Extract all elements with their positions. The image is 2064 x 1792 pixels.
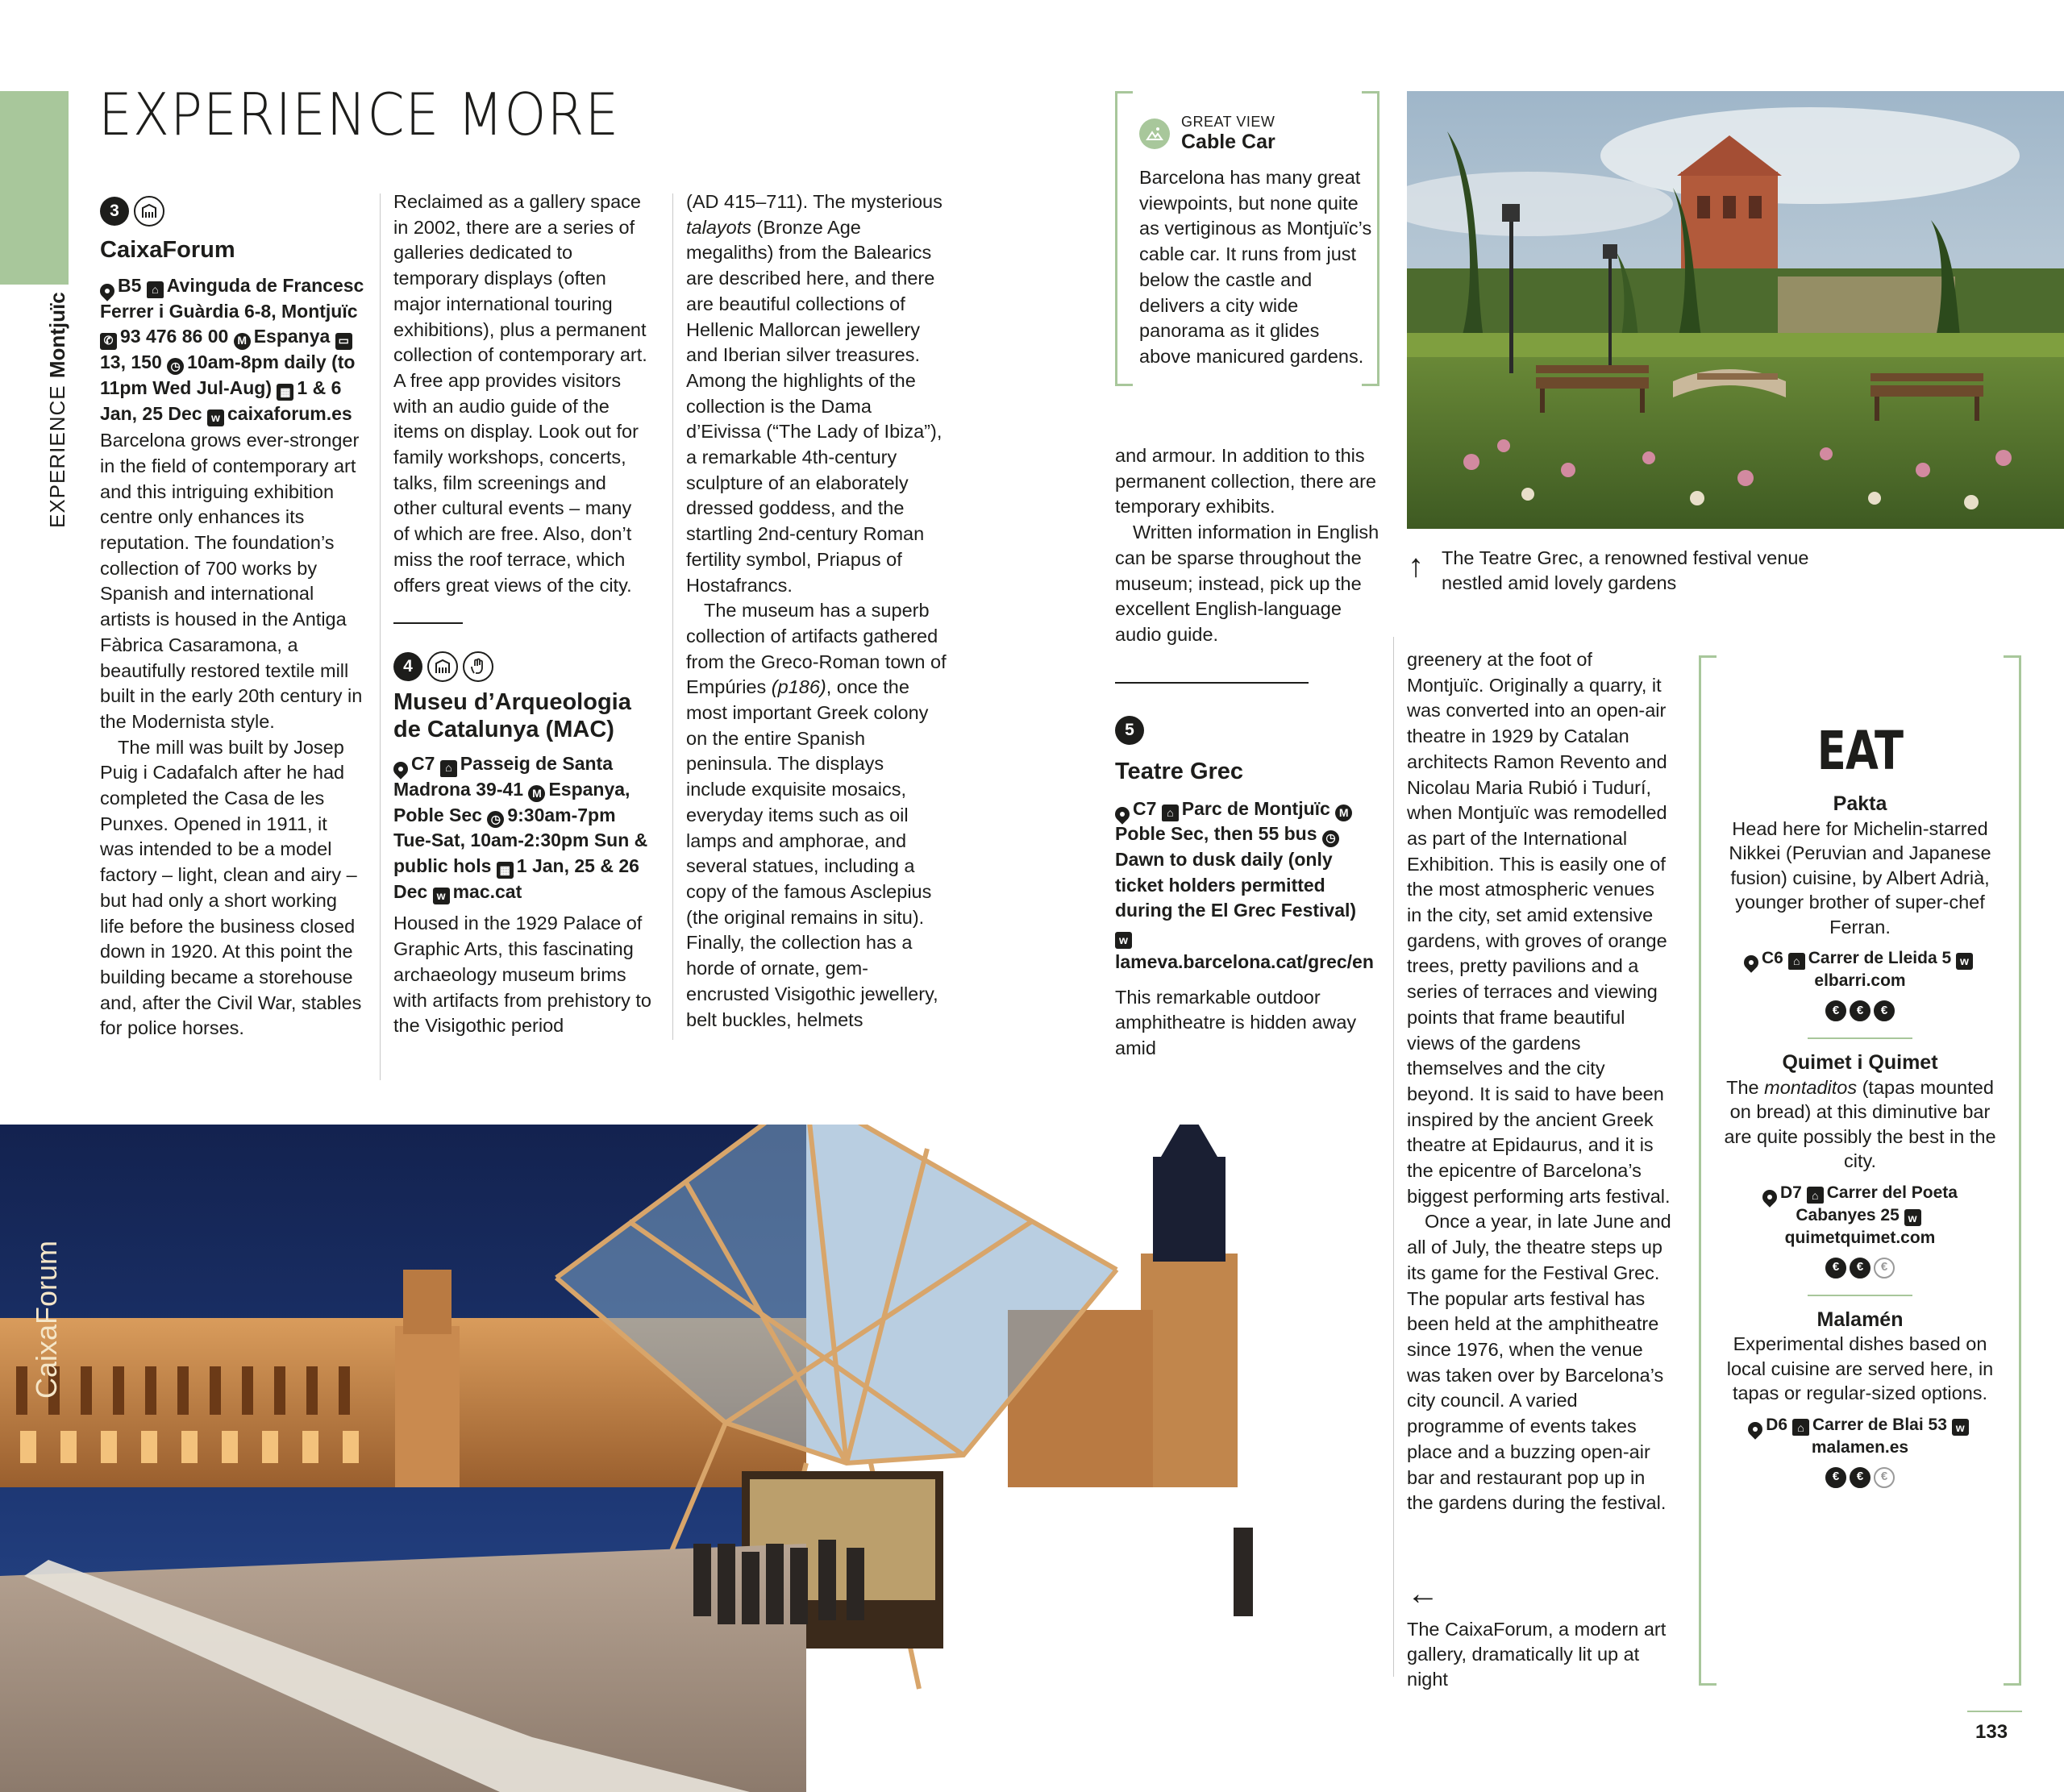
body-paragraph: The museum has a superb collection of artifacts gathered from the Greco-Roman town of Empúries (p186), once the most important Greek colony on the entire Spanish peninsula. The displays include exquisite mosaics, everyday items such as oil lamps and amphorae, and several statues, including a copy of the famous Asclepius (the original remains in situ). Finally, the collection has a horde of ornate, gem-encrusted Visigothic jewellery, belt buckles, helmets [686, 600, 947, 1030]
euro-coin-icon: € [1825, 1258, 1846, 1279]
map-pin-icon [1112, 804, 1132, 824]
caixaforum-night-photo [0, 1125, 1376, 1792]
feature-kicker: GREAT VIEW [1181, 114, 1275, 130]
eat-box [1699, 655, 2021, 1686]
eat-divider [1808, 1295, 1912, 1296]
body-paragraph: Housed in the 1929 Palace of Graphic Arts, this fascinating archaeology museum brims with artifacts from prehistory to the Visigothic period [393, 913, 651, 1037]
price-rating [1825, 1000, 1895, 1021]
euro-coin-icon: € [1825, 1000, 1846, 1021]
feature-title: Cable Car [1181, 131, 1275, 153]
website-link[interactable]: quimetquimet.com [1784, 1228, 1936, 1247]
euro-coin-icon: € [1825, 1467, 1846, 1488]
body-paragraph: Written information in English can be sparse throughout the museum; instead, pick up the excellent English-language audio guide. [1115, 522, 1379, 645]
column-divider [672, 193, 673, 1040]
body-paragraph: greenery at the foot of Montjuïc. Originally a quarry, it was converted into an open-air theatre in 1929 by Catalan architects Ramon Revento and Nicolau Maria Rubió i Tudurí, when Montjuïc was remodelled as part of the International Exhibition. This is easily one of the most atmospheric venues in the city, set amid extensive gardens, with groves of orange trees, pretty pavilions and a series of terraces and viewing points that frame beautiful views of the gardens themselves and the city beyond. It is said to have been inspired by the ancient Greek theatre at Epidaurus, and it is the epicentre of Barcelona’s biggest performing arts festival. [1407, 649, 1671, 1207]
map-pin-icon [390, 759, 410, 780]
column-2 [393, 189, 651, 1039]
hand-icon [463, 651, 493, 682]
box-corner [2004, 655, 2021, 1686]
website-link[interactable]: mac.cat [452, 880, 522, 902]
address-icon: ⌂ [1807, 1187, 1824, 1204]
section-tab-label: EXPERIENCE Montjuïc [45, 292, 69, 528]
great-view-box [1115, 91, 1379, 386]
body-paragraph: and armour. In addition to this permanent collection, there are temporary exhibits. [1115, 445, 1376, 518]
website-link[interactable]: lameva.barcelona.cat/grec/en [1115, 950, 1374, 972]
building-icon [427, 651, 458, 682]
web-icon: w [207, 410, 224, 426]
web-icon: w [1956, 953, 1973, 970]
photo-caption: The Teatre Grec, a renowned festival venue nestled amid lovely gardens [1442, 547, 1809, 593]
web-icon: w [1952, 1419, 1969, 1436]
euro-coin-icon: € [1850, 1258, 1870, 1279]
metro-icon: M [234, 333, 251, 350]
map-pin-icon [1746, 1419, 1766, 1439]
restaurant-item [1699, 782, 2021, 1021]
body-paragraph: (AD 415–711). The mysterious talayots (Bronze Age megaliths) from the Balearics are described here, and there are beautiful collections of Hellenic Mallorcan jewellery and Iberian silver treasures. Among the highlights of the collection is the Dama d’Eivissa (“The Lady of Ibiza”), a remarkable 4th-century sculpture of an elaborately dressed goddess, and the startling 2nd-century Roman fertility symbol, Priapus of Hostafrancs. [686, 191, 943, 596]
price-rating [1825, 1467, 1895, 1488]
restaurant-info: D7 ⌂ Carrer del Poeta Cabanyes 25 wquimetquimet.com [1721, 1182, 1999, 1249]
euro-coin-icon: € [1874, 1258, 1895, 1279]
box-corner [1699, 655, 1717, 1686]
column-divider [380, 193, 381, 1080]
bus-icon: ▭ [335, 333, 352, 350]
clock-icon: ◷ [1322, 830, 1339, 847]
column-4 [1115, 443, 1381, 1062]
clock-icon: ◷ [167, 358, 184, 375]
column-5 [1407, 647, 1673, 1516]
photo-caption: The CaixaForum, a modern art gallery, dramatically lit up at night [1407, 1619, 1667, 1690]
feature-text: Barcelona has many great viewpoints, but none quite as vertiginous as Montjuïc’s cable car. It runs from just below the castle and delivers a city wide panorama as it glides above manicured gardens. [1139, 167, 1372, 367]
body-paragraph: The mill was built by Josep Puig i Cadafalch after he had completed the Casa de les Punxes. Opened in 1911, it was intended to be a model factory – light, clean and airy – but had only a short working life before the business closed down in 1920. At this point the building became a storehouse and, after the Civil War, stables for police horses. [100, 736, 362, 1039]
restaurant-info: C6 ⌂ Carrer de Lleida 5 welbarri.com [1721, 947, 1999, 992]
map-pin-icon [1741, 952, 1761, 972]
euro-coin-icon: € [1874, 1467, 1895, 1488]
price-rating [1825, 1258, 1895, 1279]
body-paragraph: Barcelona grows ever-stronger in the field of contemporary art and this intriguing exhibition centre only enhances its reputation. The foundation’s collection of 700 works by Spanish and international artists is housed in the Antiga Fàbrica Casaramona, a beautifully restored textile mill built in the early 20th century in the Modernista style. [100, 430, 363, 732]
restaurant-name: Pakta [1833, 792, 1887, 815]
entry-header [393, 651, 651, 682]
column-1 [100, 196, 366, 1042]
entry-header [100, 196, 366, 227]
section-rule [1115, 682, 1309, 684]
restaurant-desc: Experimental dishes based on local cuisine are served here, in tapas or regular-sized options. [1726, 1333, 1994, 1403]
euro-coin-icon: € [1874, 1000, 1895, 1021]
eat-divider [1808, 1037, 1912, 1039]
euro-coin-icon: € [1850, 1467, 1870, 1488]
restaurant-desc: The montaditos (tapas mounted on bread) at this diminutive bar are quite possibly the best in the city. [1724, 1076, 1996, 1171]
address-icon: ⌂ [440, 760, 457, 777]
calendar-icon: ▦ [277, 384, 293, 401]
entry-number-badge: 4 [393, 652, 422, 681]
arrow-left-icon: ← [1407, 1576, 1439, 1611]
restaurant-name: Malamén [1816, 1308, 1904, 1331]
website-link[interactable]: caixaforum.es [227, 402, 352, 424]
body-paragraph: This remarkable outdoor amphitheatre is hidden away amid [1115, 986, 1357, 1058]
page-title: EXPERIENCE MORE [98, 81, 620, 148]
restaurant-desc: Head here for Michelin-starred Nikkei (Peruvian and Japanese fusion) cuisine, by Albert Adrià, younger brother of super-chef Ferran. [1729, 817, 1991, 938]
website-link[interactable]: malamen.es [1811, 1437, 1909, 1457]
entry-info: B5 ⌂ Avinguda de Francesc Ferrer i Guàrdia 6-8, Montjuïc ✆ 93 476 86 00 M Espanya ▭13, 150 ◷ 10am-8pm daily (to 11pm Wed Jul-Aug) ▦ 1 & 6 Jan, 25 Dec w caixaforum.es [100, 273, 366, 426]
page-number-rule [1967, 1711, 2022, 1712]
map-pin-icon [1759, 1187, 1779, 1207]
page-number: 133 [1975, 1721, 2008, 1743]
clock-icon: ◷ [487, 811, 504, 828]
address-icon: ⌂ [1788, 953, 1805, 970]
restaurant-info: D6 ⌂ Carrer de Blai 53 wmalamen.es [1721, 1414, 1999, 1459]
body-paragraph: Once a year, in late June and all of July, the theatre steps up its game for the Festival Grec. The popular arts festival has been held at the amphitheatre since 1976, when the venue was taken over by Barcelona’s city council. A varied programme of events takes place and a buzzing open-air bar and restaurant pop up in the gardens during the festival. [1407, 1211, 1671, 1514]
address-icon: ⌂ [147, 281, 164, 298]
euro-coin-icon: € [1850, 1000, 1870, 1021]
teatre-grec-garden-photo [1407, 91, 2064, 529]
address-icon: ⌂ [1792, 1419, 1809, 1436]
mountain-view-icon [1139, 118, 1170, 149]
website-link[interactable]: elbarri.com [1814, 971, 1906, 990]
column-3 [686, 189, 949, 1033]
entry-title: Teatre Grec [1115, 758, 1244, 784]
entry-info: C7 ⌂ Passeig de Santa Madrona 39-41 M Espanya, Poble Sec ◷ 9:30am-7pm Tue-Sat, 10am-2:30pm Sun & public hols ▦ 1 Jan, 25 & 26 Dec w mac.cat [393, 751, 651, 904]
calendar-icon: ▦ [497, 862, 514, 879]
box-corner [1115, 91, 1133, 386]
column-divider [1393, 637, 1394, 1677]
web-icon: w [1115, 932, 1132, 949]
eat-heading: EAT [1816, 720, 1904, 782]
entry-number-badge: 3 [100, 197, 129, 226]
entry-info: C7 ⌂ Parc de Montjuïc MPoble Sec, then 55 bus ◷Dawn to dusk daily (only ticket holders permitted during the El Grec Festival) wlameva.barcelona.cat/grec/en [1115, 796, 1381, 975]
photo-sign-text: CaixaForum [30, 1240, 63, 1399]
entry-number-badge: 5 [1115, 716, 1144, 745]
body-paragraph: Reclaimed as a gallery space in 2002, there are a series of galleries dedicated to temporary displays (often major international touring exhibitions), plus a permanent collection of contemporary art. A free app provides visitors with an audio guide of the items on display. Look out for family workshops, concerts, talks, film screenings and other cultural events – many of which are free. Also, don’t miss the roof terrace, which offers great views of the city. [393, 191, 647, 596]
building-icon [134, 196, 164, 227]
entry-title: CaixaForum [100, 237, 235, 263]
metro-icon: M [1335, 805, 1352, 821]
arrow-up-icon: ↑ [1408, 548, 1424, 584]
web-icon: w [1904, 1209, 1921, 1226]
map-pin-icon [97, 281, 117, 301]
web-icon: w [433, 888, 450, 904]
section-rule [393, 622, 463, 624]
phone-icon: ✆ [100, 333, 117, 350]
address-icon: ⌂ [1162, 805, 1179, 821]
restaurant-name: Quimet i Quimet [1782, 1051, 1938, 1074]
metro-icon: M [528, 785, 545, 802]
restaurant-item [1699, 1050, 2021, 1279]
entry-title: Museu d’Arqueologia de Catalunya (MAC) [393, 689, 631, 743]
restaurant-item [1699, 1308, 2021, 1488]
